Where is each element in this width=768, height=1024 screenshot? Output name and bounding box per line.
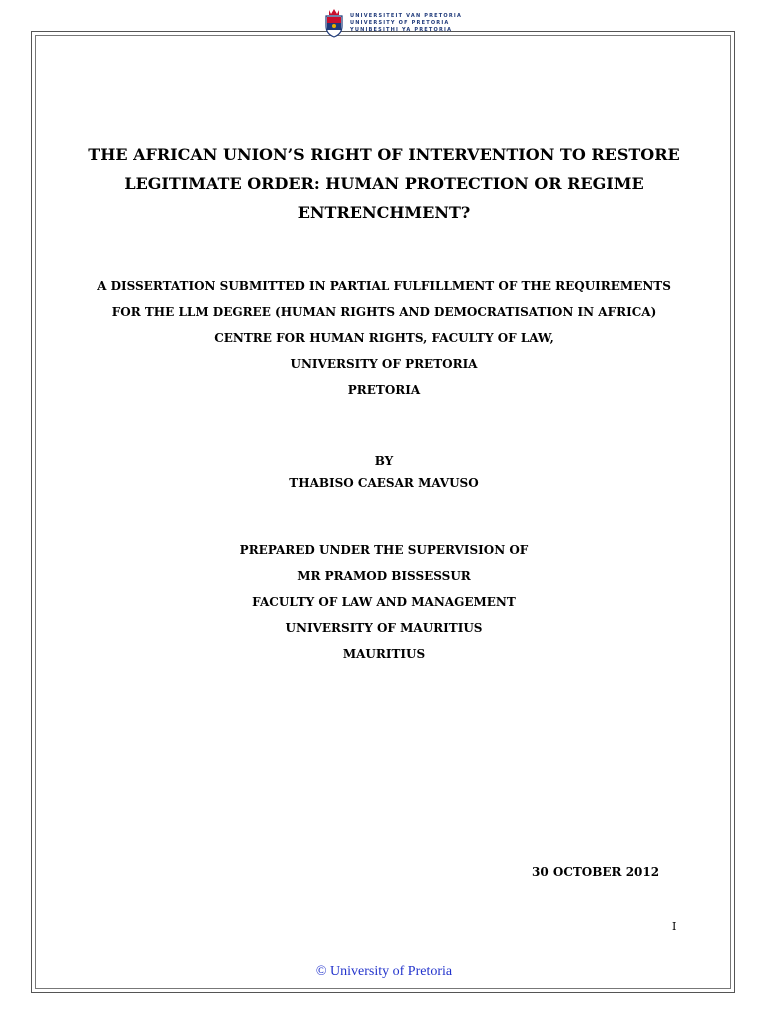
supervisor-faculty: FACULTY OF LAW AND MANAGEMENT [252, 595, 516, 609]
supervision-line: PREPARED UNDER THE SUPERVISION OF [239, 543, 529, 557]
logo-line-english: UNIVERSITY OF PRETORIA [350, 19, 450, 26]
supervisor-name: MR PRAMOD BISSESSUR [297, 569, 471, 583]
supervision-block [0, 537, 768, 667]
submission-line: A DISSERTATION SUBMITTED IN PARTIAL FULFILLMENT OF THE REQUIREMENTS [97, 279, 671, 293]
university-crest-icon [322, 8, 346, 38]
by-label: BY [374, 454, 394, 468]
submission-line: PRETORIA [347, 383, 421, 397]
supervisor-university: UNIVERSITY OF MAURITIUS [285, 621, 483, 635]
author-name: THABISO CAESAR MAVUSO [289, 476, 479, 490]
submission-line: FOR THE LLM DEGREE (HUMAN RIGHTS AND DEMOCRATISATION IN AFRICA) [111, 305, 657, 319]
author-block [0, 450, 768, 494]
university-logo [322, 8, 462, 38]
page-number: I [672, 920, 677, 933]
submission-line: UNIVERSITY OF PRETORIA [290, 357, 478, 371]
logo-line-sepedi: YUNIBESITHI YA PRETORIA [350, 26, 453, 33]
logo-line-afrikaans: UNIVERSITEIT VAN PRETORIA [350, 12, 463, 19]
supervisor-country: MAURITIUS [342, 647, 426, 661]
title-line: LEGITIMATE ORDER: HUMAN PROTECTION OR REGIME [124, 174, 644, 193]
submission-date: 30 OCTOBER 2012 [532, 865, 660, 879]
university-name-lines [350, 13, 462, 34]
copyright-footer: © University of Pretoria [315, 964, 453, 979]
title-line: ENTRENCHMENT? [297, 203, 471, 222]
submission-line: CENTRE FOR HUMAN RIGHTS, FACULTY OF LAW, [214, 331, 554, 345]
title-line: THE AFRICAN UNION’S RIGHT OF INTERVENTION TO RESTORE [88, 145, 680, 164]
submission-statement [0, 273, 768, 403]
dissertation-title [0, 140, 768, 227]
